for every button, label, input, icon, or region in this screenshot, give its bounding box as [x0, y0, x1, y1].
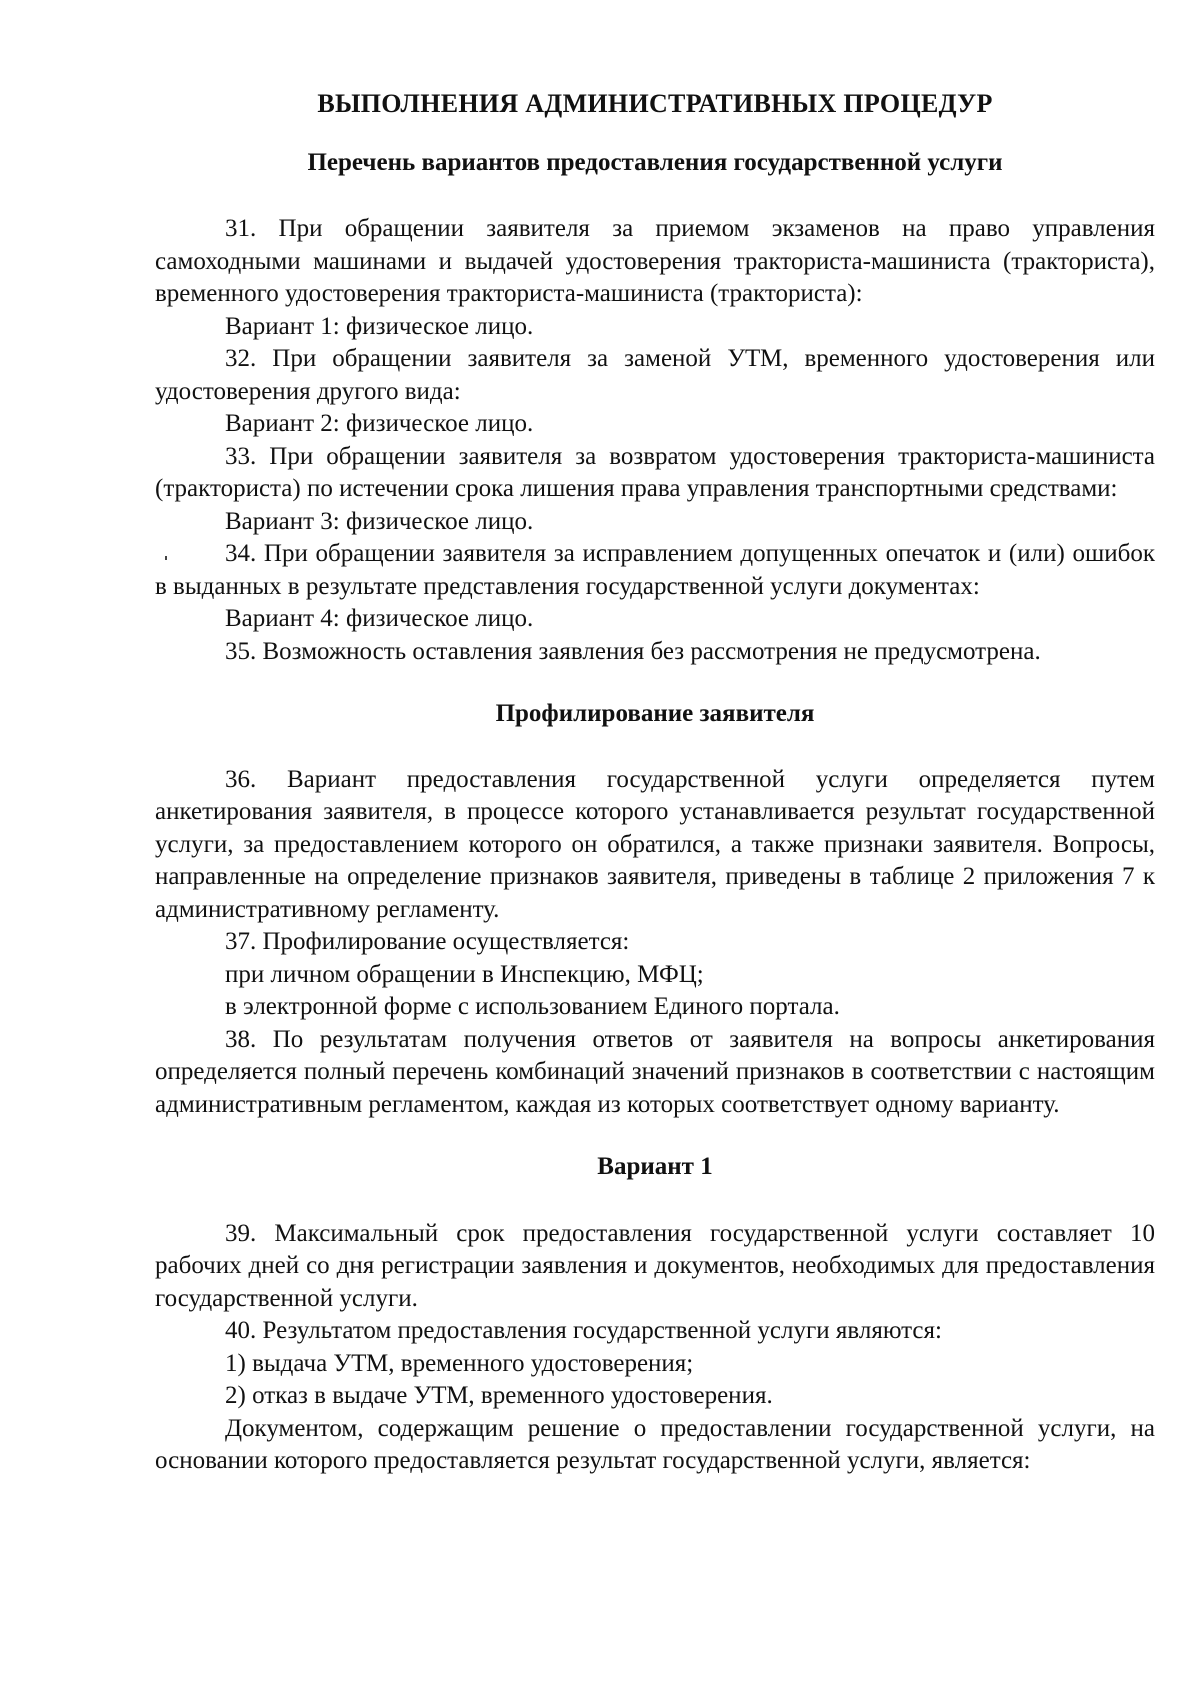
- section-heading-variants: Перечень вариантов предоставления государственной услуги: [307, 148, 1003, 176]
- document-body: [155, 88, 1155, 1478]
- paragraph-34: 34. При обращении заявителя за исправлением допущенных опечаток и (или) ошибок в выданных в результате представления государственной услуги документах:: [155, 540, 1155, 600]
- paragraph-31: 31. При обращении заявителя за приемом экзаменов на право управления самоходными машинами и выдачей удостоверения тракториста-машиниста (тракториста), временного удостоверения тракториста-машиниста (тракториста):: [155, 215, 1155, 307]
- paragraph-37-item-b: в электронной форме с использованием Единого портала.: [225, 993, 840, 1020]
- variant-2-line: Вариант 2: физическое лицо.: [225, 410, 534, 437]
- section-heading-profiling: Профилирование заявителя: [495, 700, 815, 727]
- paragraph-40-item-1: 1) выдача УТМ, временного удостоверения;: [225, 1349, 694, 1377]
- paragraph-33: 33. При обращении заявителя за возвратом удостоверения тракториста-машиниста (тракториста) по истечении срока лишения права управления транспортными средствами:: [155, 442, 1155, 502]
- paragraph-40-decision: Документом, содержащим решение о предоставлении государственной услуги, на основании которого предоставляется результат государственной услуги, является:: [155, 1414, 1155, 1474]
- document-title: ВЫПОЛНЕНИЯ АДМИНИСТРАТИВНЫХ ПРОЦЕДУР: [317, 89, 993, 118]
- variant-3-line: Вариант 3: физическое лицо.: [225, 507, 534, 535]
- section-heading-variant-1: Вариант 1: [597, 1153, 713, 1180]
- paragraph-36: 36. Вариант предоставления государственной услуги определяется путем анкетирования заявителя, в процессе которого устанавливается результат государственной услуги, за предоставлением которого он обратился, а также признаки заявителя. Вопросы, направленные на определение признаков заявителя, приведены в таблице 2 приложения 7 к административному регламенту.: [155, 765, 1155, 923]
- paragraph-38: 38. По результатам получения ответов от заявителя на вопросы анкетирования определяется полный перечень комбинаций значений признаков в соответствии с настоящим административным регламентом, каждая из которых соответствует одному варианту.: [155, 1025, 1155, 1118]
- paragraph-39: 39. Максимальный срок предоставления государственной услуги составляет 10 рабочих дней со дня регистрации заявления и документов, необходимых для предоставления государственной услуги.: [155, 1219, 1155, 1312]
- paragraph-37: 37. Профилирование осуществляется:: [225, 928, 630, 955]
- variant-4-line: Вариант 4: физическое лицо.: [225, 605, 534, 632]
- paragraph-37-item-a: при личном обращении в Инспекцию, МФЦ;: [225, 960, 704, 988]
- variant-1-line: Вариант 1: физическое лицо.: [225, 312, 534, 340]
- paragraph-40-item-2: 2) отказ в выдаче УТМ, временного удостоверения.: [225, 1382, 773, 1409]
- paragraph-40: 40. Результатом предоставления государственной услуги являются:: [225, 1317, 942, 1344]
- paragraph-32: 32. При обращении заявителя за заменой УТМ, временного удостоверения или удостоверения другого вида:: [155, 345, 1155, 405]
- paragraph-35: 35. Возможность оставления заявления без рассмотрения не предусмотрена.: [225, 637, 1041, 665]
